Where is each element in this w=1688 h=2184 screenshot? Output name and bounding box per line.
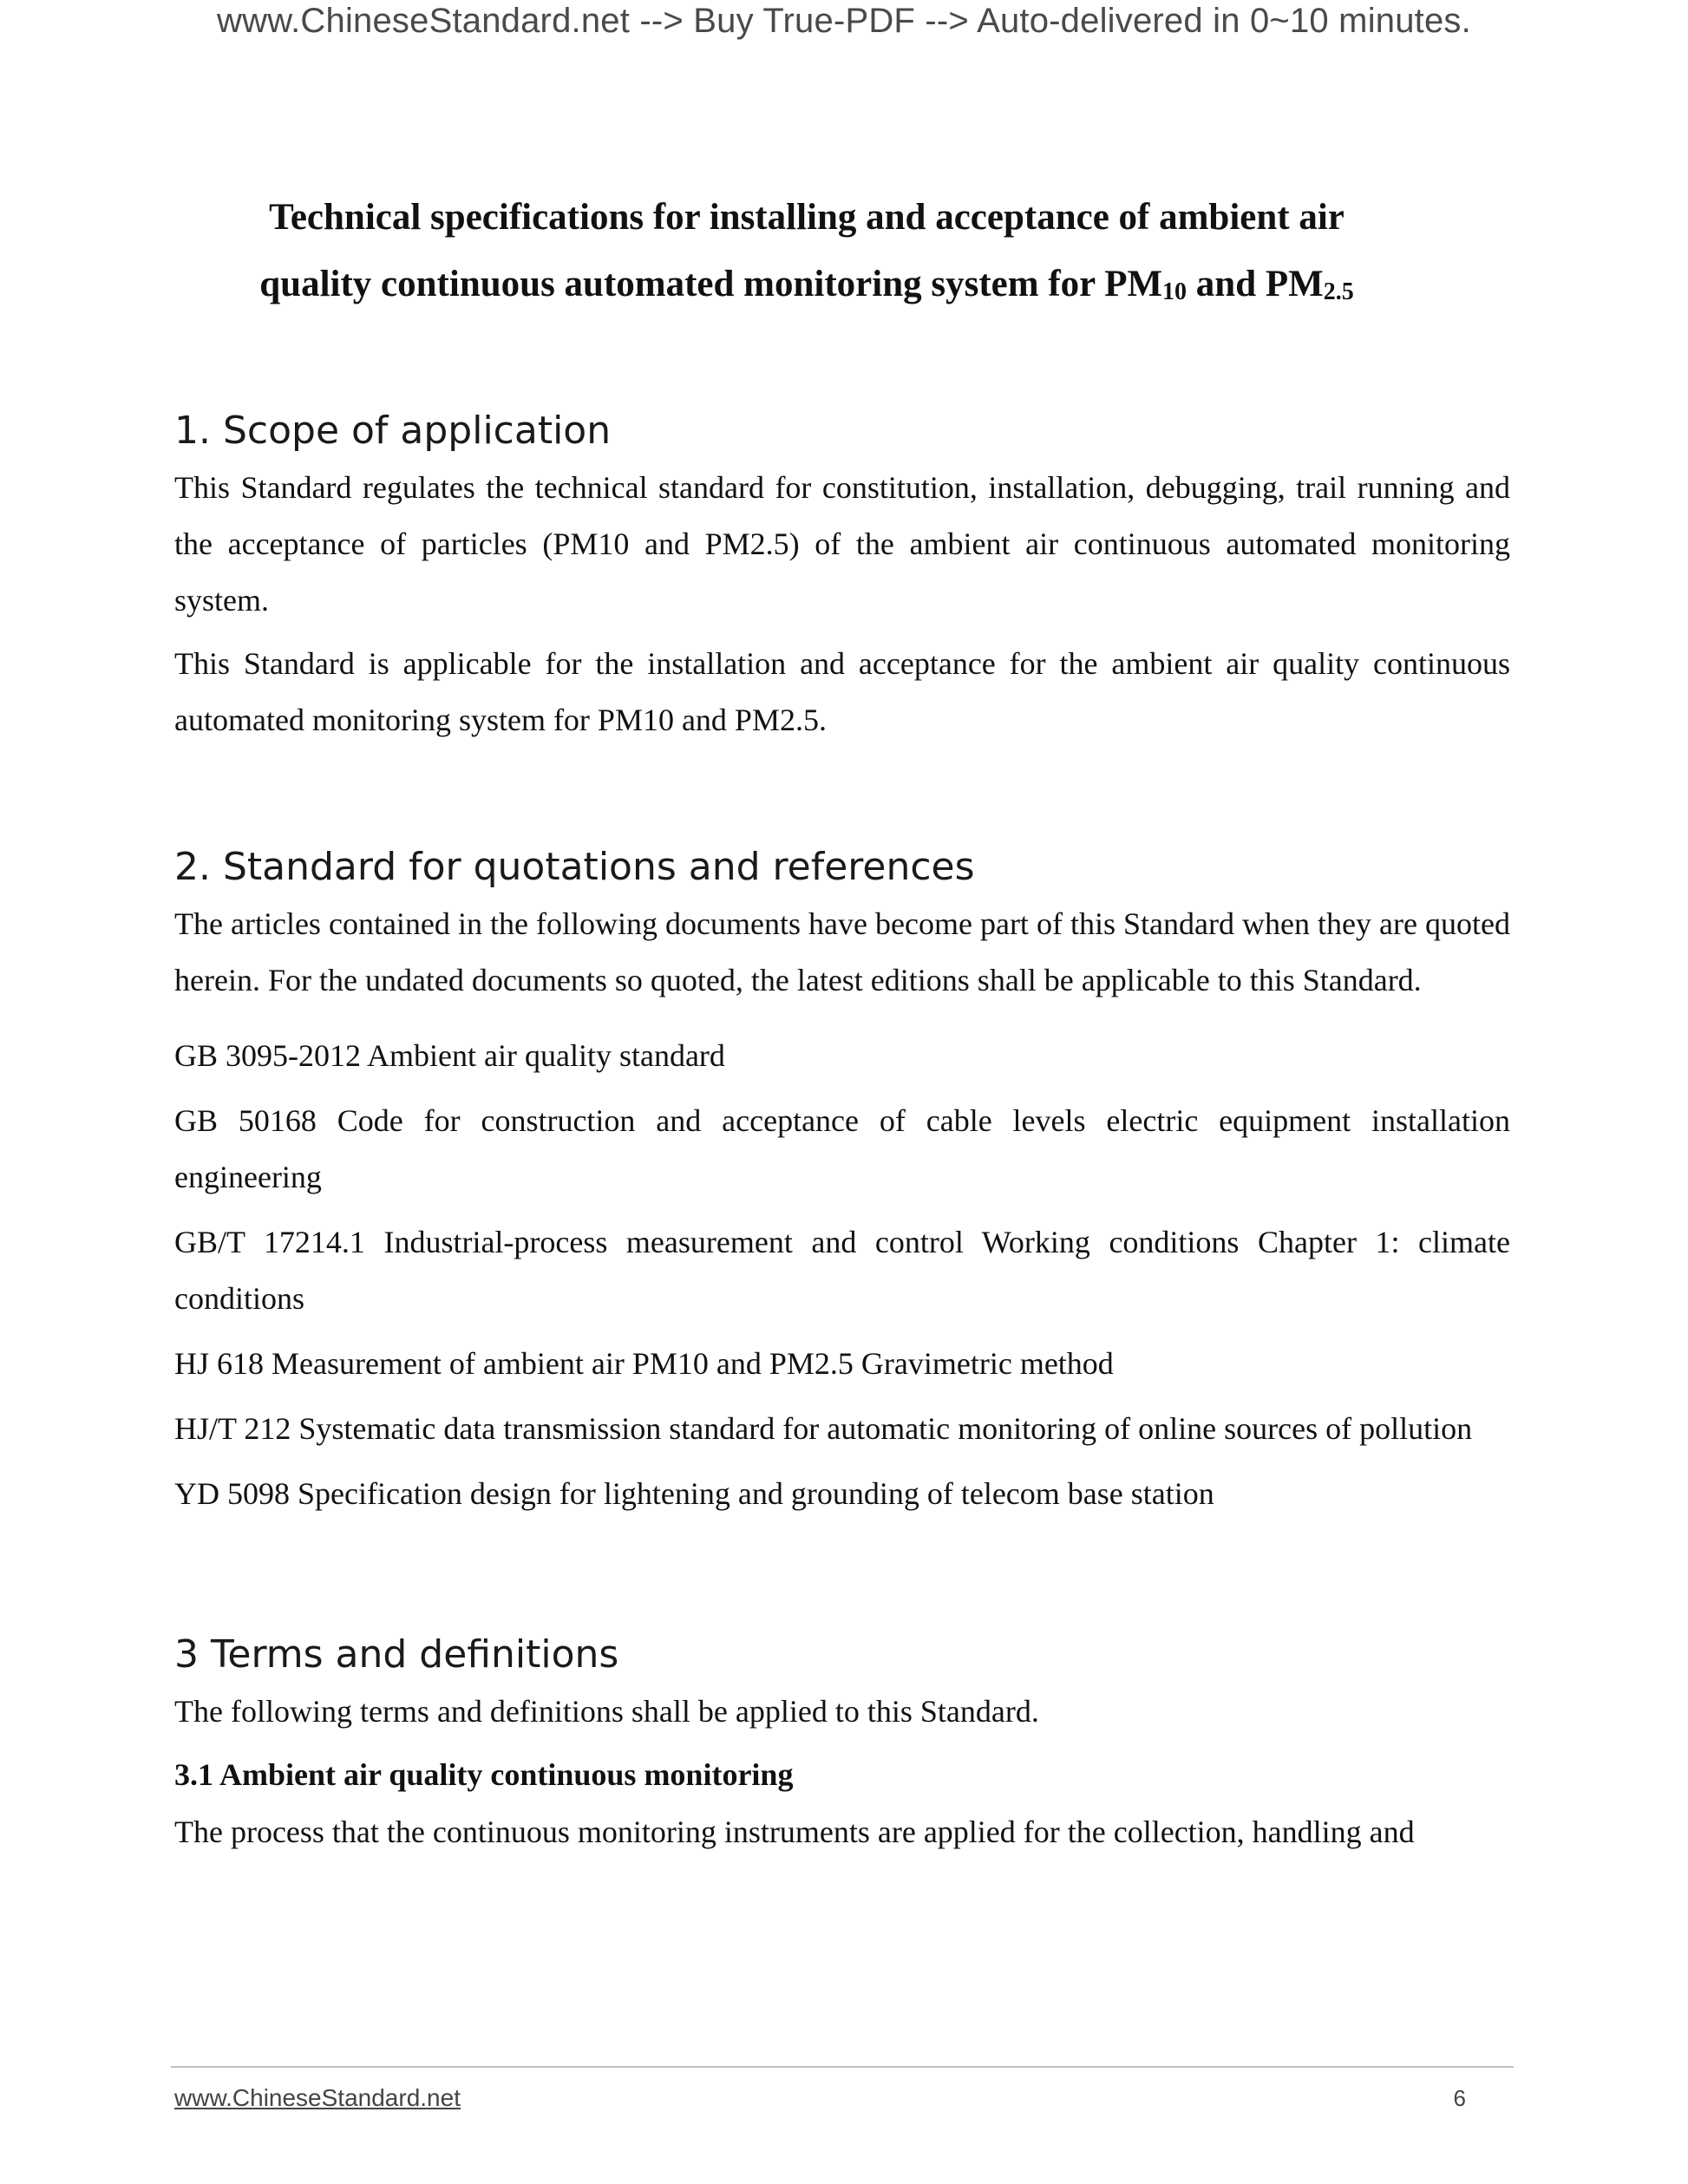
title-line-1: Technical specifications for installing and acceptance of ambient air (269, 197, 1345, 238)
section-spacer (174, 1531, 1510, 1631)
reference-item: GB 50168 Code for construction and acceptance of cable levels electric equipment installation engineering (174, 1103, 1510, 1194)
section-references (174, 844, 1510, 1522)
section-3-intro: The following terms and definitions shall be applied to this Standard. (174, 1694, 1039, 1729)
title-subscript-2-5: 2.5 (1323, 278, 1354, 305)
reference-item: GB/T 17214.1 Industrial-process measurement and control Working conditions Chapter 1: climate conditions (174, 1225, 1510, 1316)
document-body (174, 408, 1510, 1860)
title-line-2-mid: and PM (1187, 264, 1324, 304)
section-scope (174, 408, 1510, 749)
document-title (165, 184, 1449, 322)
term-3-1-definition: The process that the continuous monitoring instruments are applied for the collection, handling and (174, 1815, 1415, 1849)
title-line-2-prefix: quality continuous automated monitoring system for PM (259, 264, 1163, 304)
term-3-1-heading: 3.1 Ambient air quality continuous monitoring (174, 1757, 794, 1792)
reference-item: GB 3095-2012 Ambient air quality standard (174, 1038, 725, 1073)
section-spacer (174, 749, 1510, 844)
section-1-heading: 1. Scope of application (174, 409, 612, 453)
title-line-2 (165, 251, 1449, 322)
section-2-heading: 2. Standard for quotations and references (174, 845, 975, 889)
reference-item: YD 5098 Specification design for lightening and grounding of telecom base station (174, 1476, 1214, 1511)
page-number: 6 (1453, 2085, 1466, 2111)
section-3-heading: 3 Terms and definitions (174, 1632, 619, 1677)
footer-divider (171, 2066, 1514, 2068)
reference-item: HJ 618 Measurement of ambient air PM10 and PM2.5 Gravimetric method (174, 1346, 1114, 1381)
section-terms (174, 1631, 1510, 1860)
title-subscript-10: 10 (1162, 278, 1187, 305)
reference-item: HJ/T 212 Systematic data transmission standard for automatic monitoring of online sources of pollution (174, 1411, 1473, 1446)
section-1-paragraph: This Standard is applicable for the installation and acceptance for the ambient air quality continuous automated monitoring system for PM10 and PM2.5. (174, 646, 1510, 737)
top-banner[interactable]: www.ChineseStandard.net --> Buy True-PDF --> Auto-delivered in 0~10 minutes. (217, 2, 1471, 40)
section-2-intro: The articles contained in the following documents have become part of this Standard when they are quoted herein. For the undated documents so quoted, the latest editions shall be applicable to this Standard. (174, 906, 1510, 997)
section-1-paragraph: This Standard regulates the technical standard for constitution, installation, debugging, trail running and the acceptance of particles (PM10 and PM2.5) of the ambient air continuous automated monitoring system. (174, 470, 1510, 618)
footer-website-link[interactable]: www.ChineseStandard.net (174, 2084, 461, 2111)
